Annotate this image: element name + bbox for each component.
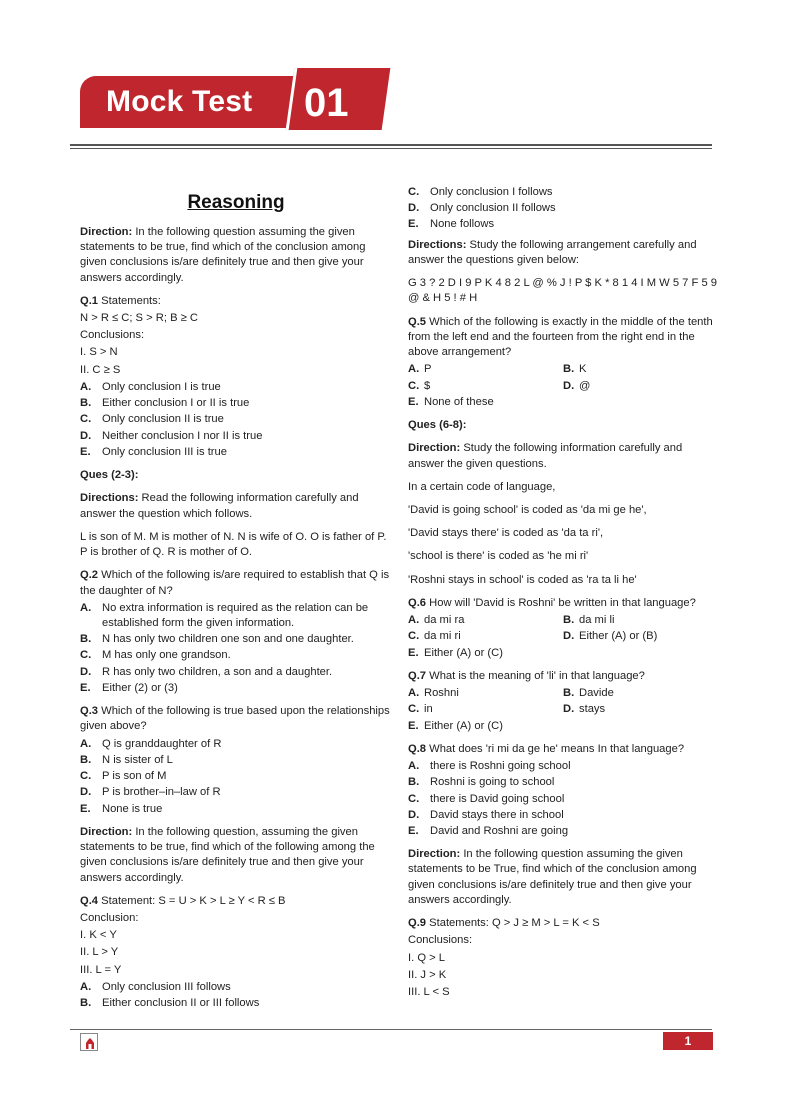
q3-option-c: C. P is son of M xyxy=(80,770,167,783)
q1-option-e: E. Only conclusion III is true xyxy=(80,445,227,458)
footer-rule xyxy=(70,1029,712,1030)
q6-option-b: B. da mi li xyxy=(563,614,615,627)
question-7: Q.7 What is the meaning of 'li' in that language? xyxy=(408,669,645,682)
q2-option-e: E. Either (2) or (3) xyxy=(80,681,178,694)
q7-options-row-3 xyxy=(408,719,718,734)
q1-option-b: B. Either conclusion I or II is true xyxy=(80,397,250,410)
code-line-2: 'David is going school' is coded as 'da mi ge he', xyxy=(408,503,647,516)
q9-conclusion-3: III. L < S xyxy=(408,986,450,999)
header-banner xyxy=(80,74,388,130)
ques-2-3-label: Ques (2-3): xyxy=(80,469,139,482)
q7-option-d: D. stays xyxy=(563,703,606,716)
q5-option-b: B. K xyxy=(563,363,587,376)
q1-option-a: A. Only conclusion I is true xyxy=(80,380,221,393)
q5-options-row-2 xyxy=(408,379,718,394)
q3-option-b: B. N is sister of L xyxy=(80,753,173,766)
question-1: Q.1 Statements: xyxy=(80,294,161,307)
q6-option-d: D. Either (A) or (B) xyxy=(563,630,658,643)
q4-option-c: C. Only conclusion I follows xyxy=(408,186,553,198)
ques-6-8-label: Ques (6-8): xyxy=(408,419,467,432)
question-8: Q.8 What does 'ri mi da ge he' means In that language? xyxy=(408,742,685,755)
q2-option-d: D. R has only two children, a son and a daughter. xyxy=(80,665,333,678)
q4-option-d: D. Only conclusion II follows xyxy=(408,202,556,215)
q3-option-d: D. P is brother–in–law of R xyxy=(80,786,221,799)
question-3: Q.3 Which of the following is true based upon the relationships given above? xyxy=(80,705,390,733)
q9-conclusions-label: Conclusions: xyxy=(408,934,473,947)
q7-option-b: B. Davide xyxy=(563,687,614,700)
question-9: Q.9 Statements: Q > J ≥ M > L = K < S xyxy=(408,917,600,930)
q7-option-c: C. in xyxy=(408,703,433,716)
info-2: L is son of M. M is mother of N. N is wife of O. O is father of P. P is brother of Q. R is mother of O. xyxy=(80,530,387,559)
q8-option-b: B. Roshni is going to school xyxy=(408,776,555,789)
q9-conclusion-1: I. Q > L xyxy=(408,951,445,964)
q5-options-row-1 xyxy=(408,362,718,377)
publisher-logo-icon xyxy=(80,1033,98,1051)
q8-option-c: C. there is David going school xyxy=(408,792,565,805)
question-4: Q.4 Statement: S = U > K > L ≥ Y < R ≤ B xyxy=(80,894,286,907)
q6-option-c: C. da mi ri xyxy=(408,630,461,643)
direction-6: Direction: In the following question assuming the given statements to be True, find which of the conclusion among given conclusions is/are definitely true and then give your answers accordingly. xyxy=(408,848,697,906)
section-heading: Reasoning xyxy=(187,192,285,213)
q6-options-row-1 xyxy=(408,613,718,628)
q3-option-a: A. Q is granddaughter of R xyxy=(80,737,222,750)
question-6: Q.6 How will 'David is Roshni' be written in that language? xyxy=(408,596,696,609)
direction-3: Direction: In the following question, assuming the given statements to be true, find which of the following among the given conclusions is/are definitely true and then give your answers accordingly. xyxy=(80,825,375,884)
right-column xyxy=(408,185,718,1002)
q1-statement: N > R ≤ C; S > R; B ≥ C xyxy=(80,312,198,324)
code-line-1: In a certain code of language, xyxy=(408,480,556,493)
q1-conclusion-2: II. C ≥ S xyxy=(80,363,121,376)
q4-conclusion-3: III. L = Y xyxy=(80,963,122,976)
q3-option-e: E. None is true xyxy=(80,802,163,815)
header-rule xyxy=(70,144,712,146)
direction-1: Direction: In the following question assuming the given statements to be true, find which of the conclusion among given conclusions is/are definitely true and then give your answers accordingly. xyxy=(80,225,366,284)
q7-option-a: A. Roshni xyxy=(408,687,459,700)
q1-option-d: D. Neither conclusion I nor II is true xyxy=(80,429,263,442)
banner-number: 01 xyxy=(304,81,349,125)
q6-options-row-3 xyxy=(408,646,718,661)
code-line-4: 'school is there' is coded as 'he mi ri' xyxy=(408,550,589,563)
q4-conclusion-2: II. L > Y xyxy=(80,946,119,959)
q8-option-d: D. David stays there in school xyxy=(408,808,564,821)
q2-option-c: C. M has only one grandson. xyxy=(80,649,231,662)
direction-5: Direction: Study the following information carefully and answer the given questions. xyxy=(408,442,683,470)
left-column xyxy=(80,178,392,1012)
q4-option-b: B. Either conclusion II or III follows xyxy=(80,997,260,1010)
q6-option-e: E. Either (A) or (C) xyxy=(408,646,503,659)
q1-conclusions-label: Conclusions: xyxy=(80,329,145,342)
question-2: Q.2 Which of the following is/are required to establish that Q is the daughter of N? xyxy=(80,569,390,597)
header-rule-thin xyxy=(70,148,712,149)
q5-option-c: C. $ xyxy=(408,379,431,392)
q9-conclusion-2: II. J > K xyxy=(408,968,447,981)
code-line-3: 'David stays there' is coded as 'da ta ri', xyxy=(408,527,604,540)
q4-conclusion-label: Conclusion: xyxy=(80,911,139,924)
direction-4: Directions: Study the following arrangement carefully and answer the questions given below: xyxy=(408,238,697,266)
q4-option-a: A. Only conclusion III follows xyxy=(80,980,231,993)
arrangement: G 3 ? 2 D I 9 P K 4 8 2 L @ % J ! P $ K * 8 1 4 I M W 5 7 F 5 9 @ & H 5 ! # H xyxy=(408,277,718,305)
q7-options-row-1 xyxy=(408,686,718,701)
code-line-5: 'Roshni stays in school' is coded as 'ra ta li he' xyxy=(408,573,637,586)
q5-option-d: D. @ xyxy=(563,379,591,392)
q7-option-e: E. Either (A) or (C) xyxy=(408,719,503,732)
direction-2: Directions: Read the following information carefully and answer the question which follows. xyxy=(80,492,359,520)
q8-option-a: A. there is Roshni going school xyxy=(408,760,571,773)
q2-option-a: A. No extra information is required as the relation can be established form the given information. xyxy=(80,601,369,629)
q2-option-b: B. N has only two children one son and one daughter. xyxy=(80,633,354,646)
q6-option-a: A. da mi ra xyxy=(408,614,465,627)
q6-options-row-2 xyxy=(408,629,718,644)
q5-option-e: E. None of these xyxy=(408,395,494,408)
banner-title: Mock Test xyxy=(106,85,253,118)
q4-conclusion-1: I. K < Y xyxy=(80,929,117,942)
q5-options-row-3 xyxy=(408,395,718,410)
q1-conclusion-1: I. S > N xyxy=(80,346,118,359)
q1-option-c: C. Only conclusion II is true xyxy=(80,413,224,426)
question-5: Q.5 Which of the following is exactly in the middle of the tenth from the left end and the fourteen from the right end in the above arrangement? xyxy=(408,315,713,359)
q4-option-e: E. None follows xyxy=(408,218,495,231)
q5-option-a: A. P xyxy=(408,363,432,376)
q7-options-row-2 xyxy=(408,702,718,717)
q8-option-e: E. David and Roshni are going xyxy=(408,824,569,837)
page-number: 1 xyxy=(663,1032,713,1050)
